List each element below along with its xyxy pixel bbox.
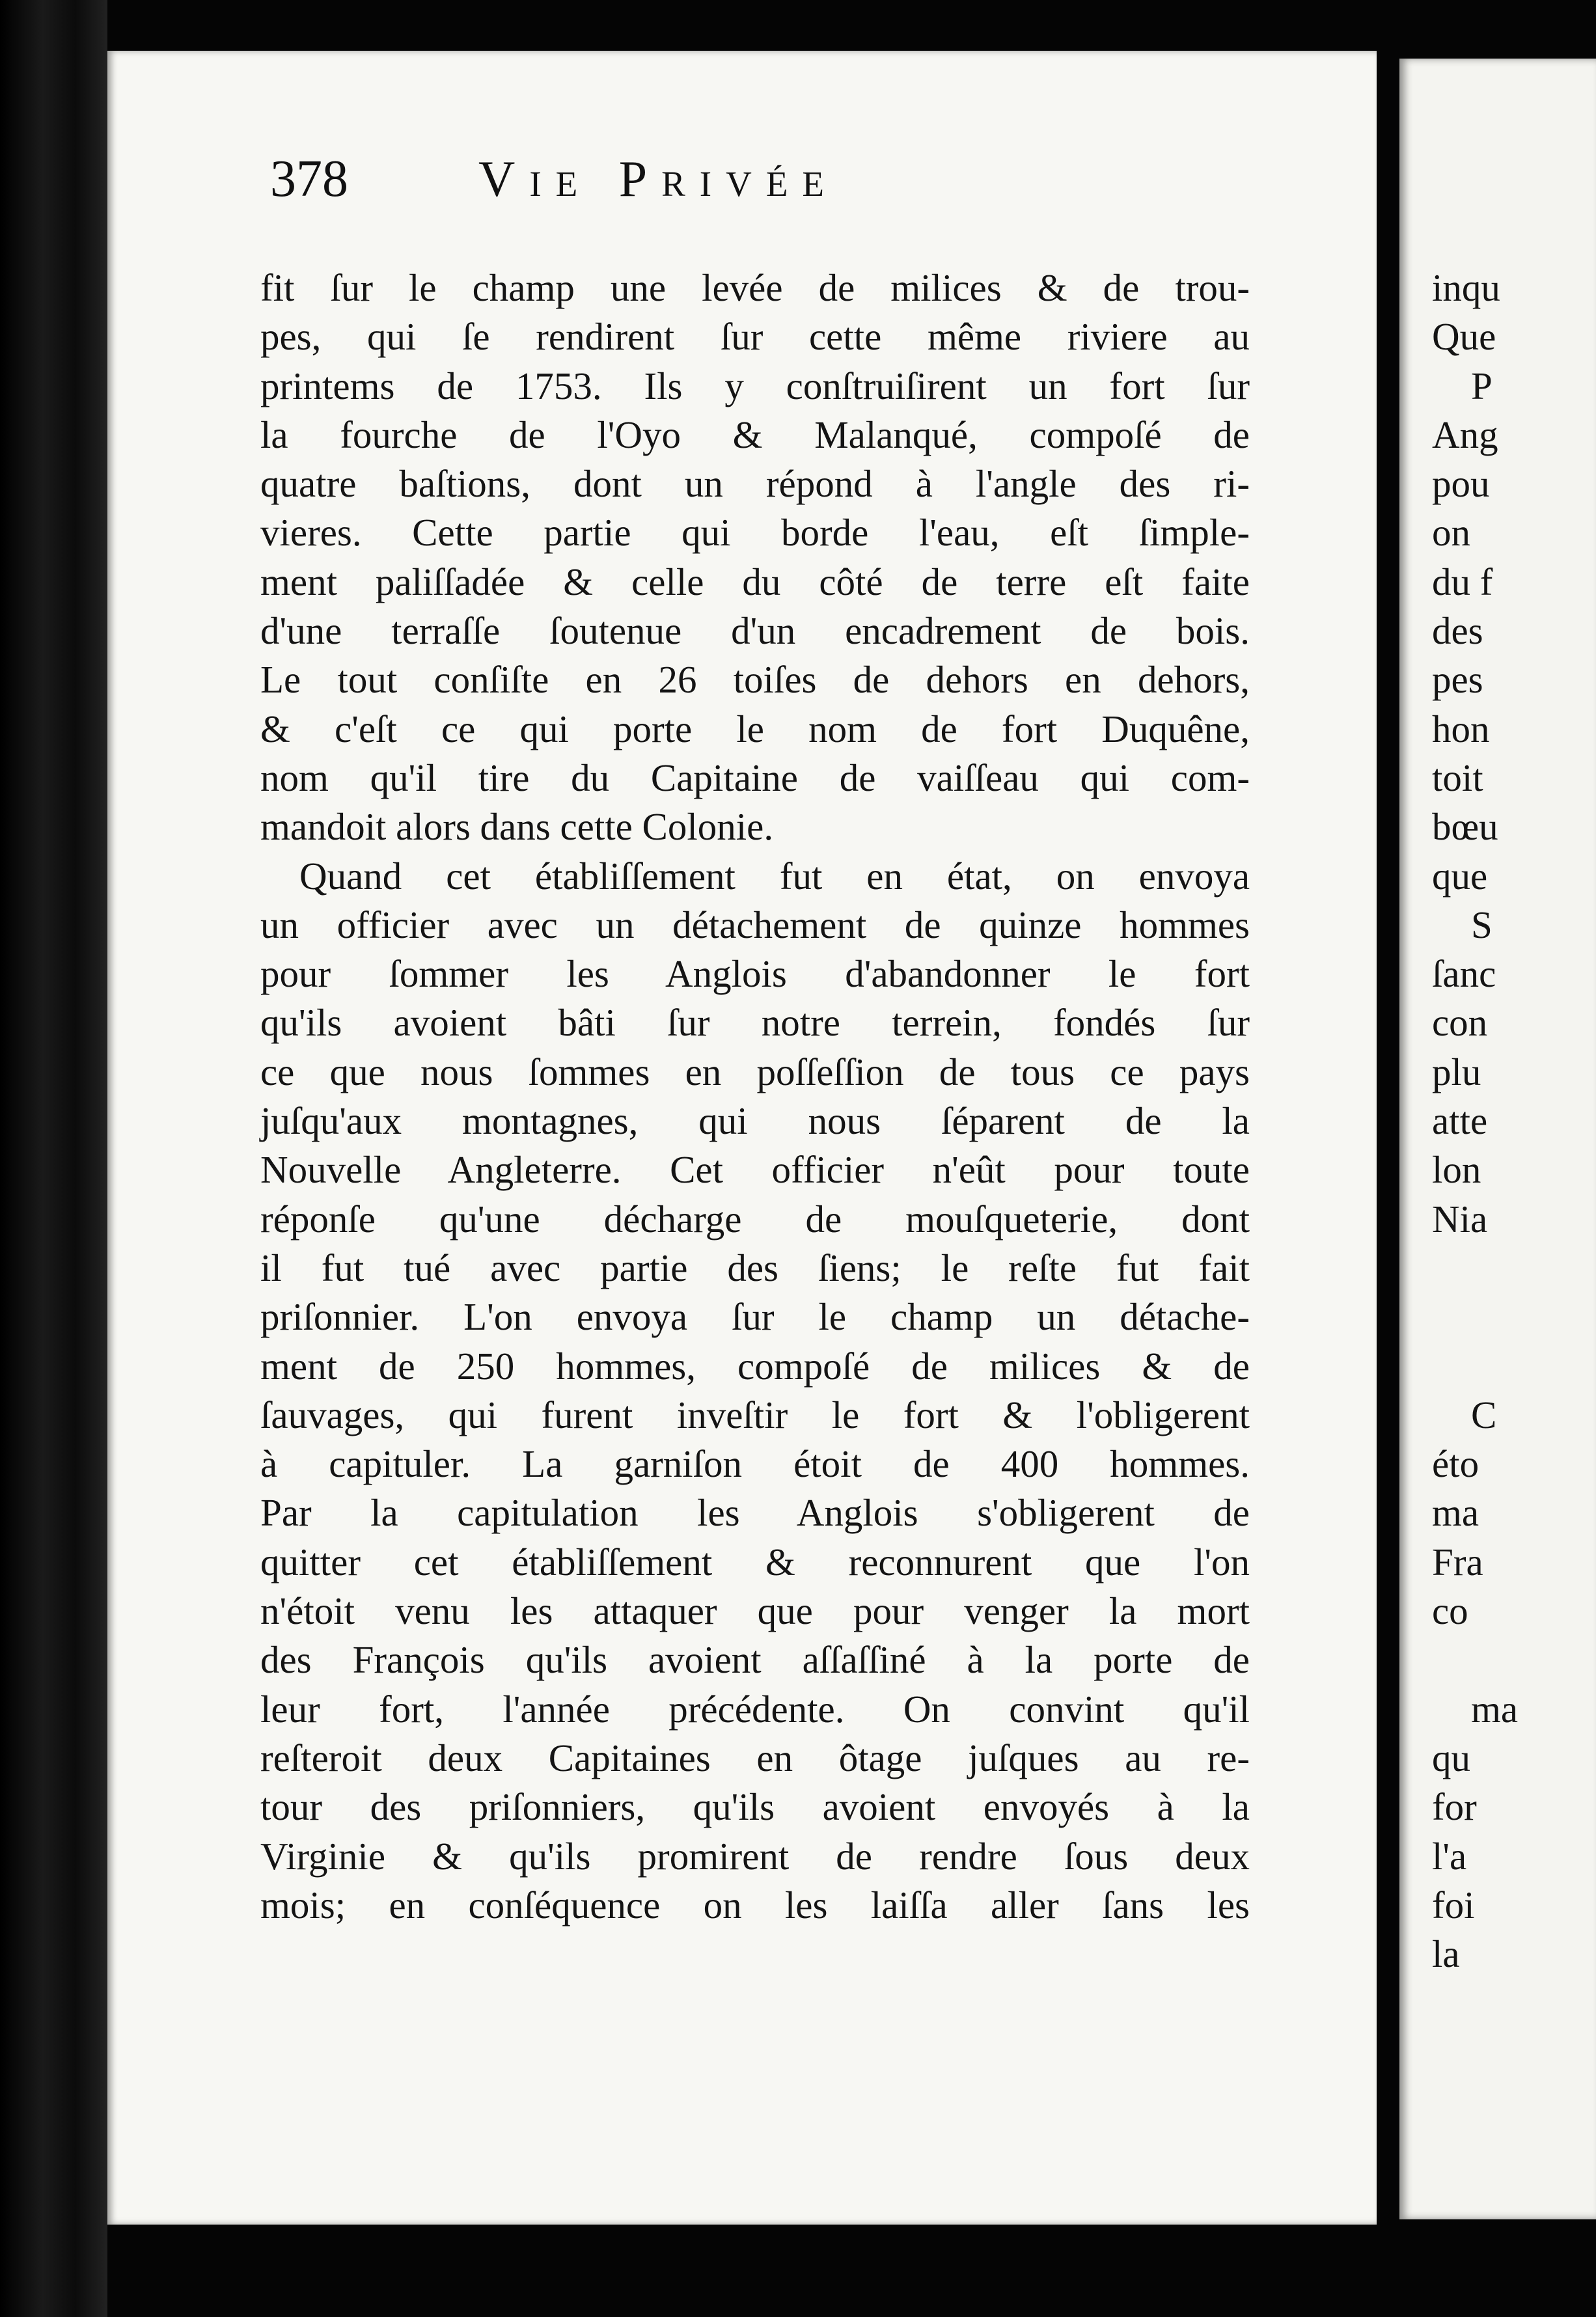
facing-line: ma [1432,1491,1479,1535]
facing-page-text [1432,264,1596,1979]
running-title: Vie Privée [478,150,839,207]
facing-line: la [1432,1932,1460,1976]
text-line: il fut tué avec partie des ſiens; le reſte fut fait [260,1246,1250,1289]
facing-line: C [1471,1393,1497,1436]
facing-line: P [1471,364,1493,407]
facing-line: l'a [1432,1834,1467,1878]
facing-line: Que [1432,315,1496,359]
text-line: ment paliſſadée & celle du côté de terre eſt faite [260,560,1250,603]
text-line: & c'eſt ce qui porte le nom de fort Duquêne, [260,707,1250,750]
facing-line [1432,1342,1596,1391]
facing-line: inqu [1432,266,1500,309]
facing-line: S [1471,903,1493,946]
text-line: priſonnier. L'on envoya ſur le champ un détache- [260,1295,1250,1339]
text-line: la fourche de l'Oyo & Malanqué, compoſé de [260,413,1250,456]
body-text [260,264,1250,1930]
text-line: n'étoit venu les attaquer que pour venger la mort [260,1589,1250,1633]
text-line: ſauvages, qui furent inveſtir le fort & l'obligerent [260,1393,1250,1436]
text-line: leur fort, l'année précédente. On convint qu'il [260,1687,1250,1731]
text-line: Quand cet établiſſement fut en état, on envoya [299,854,1250,898]
facing-line: on [1432,511,1470,555]
page-number: 378 [270,150,348,208]
text-line: Nouvelle Angleterre. Cet officier n'eût pour toute [260,1148,1250,1192]
facing-line: Nia [1432,1197,1488,1241]
text-line: tour des priſonniers, qu'ils avoient envoyés à la [260,1785,1250,1829]
text-line: Par la capitulation les Anglois s'obligerent de [260,1491,1250,1535]
text-line: ment de 250 hommes, compoſé de milices & de [260,1344,1250,1388]
text-line: nom qu'il tire du Capitaine de vaiſſeau qui com- [260,756,1250,799]
facing-line: pou [1432,462,1490,506]
text-line: fit ſur le champ une levée de milices & de trou- [260,266,1250,309]
facing-line [1432,1293,1596,1341]
text-line: Le tout conſiſte en 26 toiſes de dehors en dehors, [260,658,1250,702]
facing-line: des [1432,609,1483,653]
facing-line: Ang [1432,413,1498,456]
text-line: vieres. Cette partie qui borde l'eau, eſt ſimple- [260,511,1250,555]
facing-line: toit [1432,756,1483,799]
facing-line [1432,1636,1596,1684]
facing-line: for [1432,1785,1477,1829]
text-line: qu'ils avoient bâti ſur notre terrein, fondés ſur [260,1001,1250,1045]
facing-line: ma [1471,1687,1519,1731]
facing-line: du f [1432,560,1493,603]
text-line: Virginie & qu'ils promirent de rendre ſous deux [260,1834,1250,1878]
text-line: reſteroit deux Capitaines en ôtage juſques au re- [260,1736,1250,1779]
text-line: juſqu'aux montagnes, qui nous ſéparent de la [260,1099,1250,1143]
text-line: quitter cet établiſſement & reconnurent que l'on [260,1540,1250,1584]
facing-line: éto [1432,1442,1479,1486]
facing-line: lon [1432,1148,1481,1192]
facing-line: plu [1432,1050,1481,1093]
facing-line: atte [1432,1099,1488,1143]
text-line: quatre baſtions, dont un répond à l'angle des ri- [260,462,1250,506]
facing-line: bœu [1432,805,1498,849]
text-line: réponſe qu'une décharge de mouſqueterie, dont [260,1197,1250,1241]
text-line: mandoit alors dans cette Colonie. [260,805,774,849]
facing-line: pes [1432,658,1483,702]
text-line: pes, qui ſe rendirent ſur cette même riviere au [260,315,1250,359]
facing-line: foi [1432,1883,1475,1926]
page-header [270,150,1246,228]
facing-line: con [1432,1001,1488,1045]
book-spine [0,0,107,2317]
facing-line: hon [1432,707,1490,750]
text-line: ce que nous ſommes en poſſeſſion de tous ce pays [260,1050,1250,1093]
text-line: pour ſommer les Anglois d'abandonner le fort [260,952,1250,996]
facing-line: qu [1432,1736,1470,1779]
facing-line [1432,1244,1596,1293]
text-line: à capituler. La garniſon étoit de 400 hommes. [260,1442,1250,1486]
facing-line: co [1432,1589,1468,1633]
text-line: printems de 1753. Ils y conſtruiſirent un fort ſur [260,364,1250,407]
text-line: un officier avec un détachement de quinze hommes [260,903,1250,946]
text-line: d'une terraſſe ſoutenue d'un encadrement de bois. [260,609,1250,653]
facing-line: Fra [1432,1540,1483,1584]
facing-line: ſanc [1432,952,1496,996]
text-line: mois; en conſéquence on les laiſſa aller ſans les [260,1883,1250,1926]
text-line: des François qu'ils avoient aſſaſſiné à la porte de [260,1638,1250,1682]
facing-line: que [1432,854,1488,898]
